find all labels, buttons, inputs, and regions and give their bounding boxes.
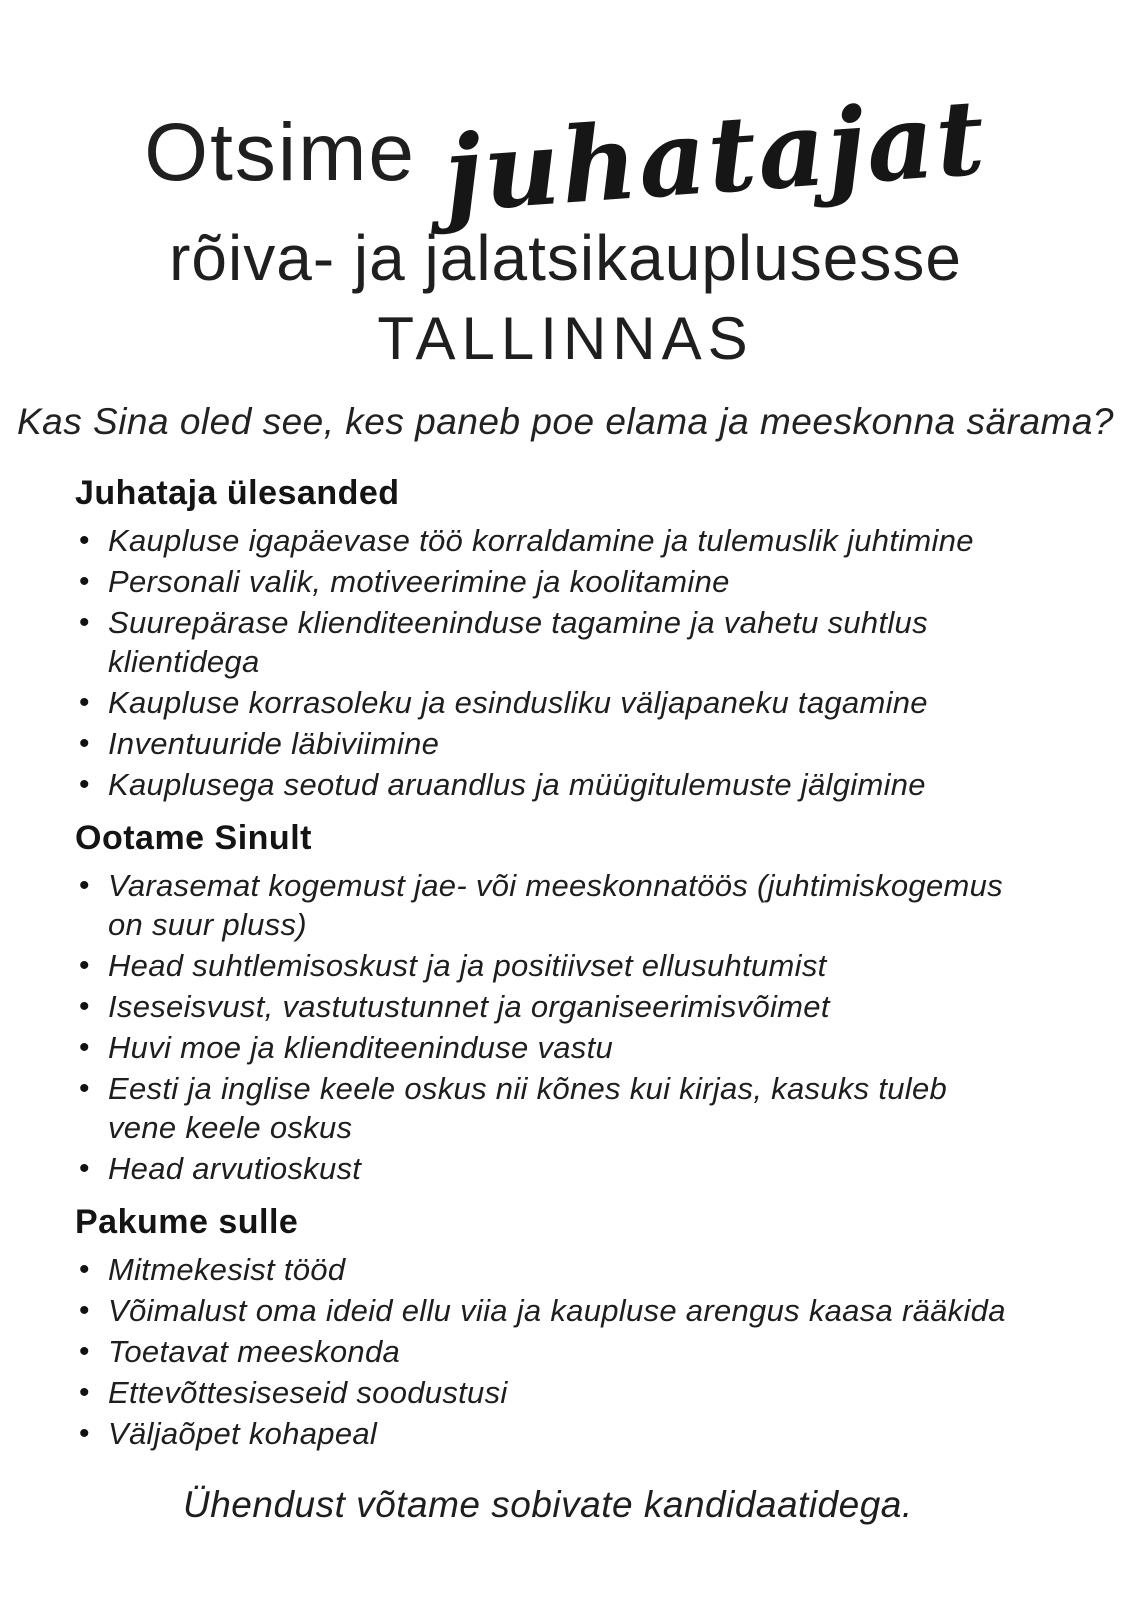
bullet-icon: • (79, 1334, 90, 1368)
content (0, 473, 1131, 1527)
list-item (75, 521, 1015, 560)
section-heading: Juhataja ülesanded (75, 473, 400, 512)
list-item-text: Head arvutioskust (108, 1150, 362, 1186)
list-item (75, 562, 1015, 601)
list-item-text: Inventuuride läbiviimine (108, 725, 440, 761)
list-item-text: Suurepärase klienditeeninduse tagamine ja vahetu suhtlus klientidega (108, 604, 928, 679)
list-item (75, 987, 1015, 1026)
bullet-icon: • (79, 726, 90, 760)
bullet-icon: • (79, 605, 90, 639)
list-item-text: Ettevõttesiseseid soodustusi (108, 1374, 508, 1410)
bullet-list (75, 866, 1015, 1188)
list-item-text: Mitmekesist tööd (108, 1251, 346, 1287)
list-item-text: Toetavat meeskonda (108, 1333, 401, 1369)
bullet-icon: • (79, 1252, 90, 1286)
title-line-2: rõiva- ja jalatsikauplusesse (169, 222, 962, 294)
tagline: Kas Sina oled see, kes paneb poe elama ja meeskonna särama? (16, 400, 1114, 442)
title-word-otsime: Otsime (144, 107, 416, 198)
section-ootame-sinult (75, 818, 1056, 1188)
list-item-text: Eesti ja inglise keele oskus nii kõnes kui kirjas, kasuks tuleb vene keele oskus (108, 1070, 948, 1145)
section-pakume-sulle (75, 1202, 1056, 1453)
bullet-icon: • (79, 1293, 90, 1327)
title-line-1 (0, 44, 1131, 236)
footer-note: Ühendust võtame sobivate kandidaatidega. (183, 1483, 913, 1525)
bullet-icon: • (79, 989, 90, 1023)
bullet-icon: • (79, 1071, 90, 1105)
bullet-icon: • (79, 685, 90, 719)
list-item (75, 1028, 1015, 1067)
list-item-text: Huvi moe ja klienditeeninduse vastu (108, 1029, 614, 1065)
bullet-list (75, 521, 1015, 804)
list-item (75, 1250, 1015, 1289)
bullet-icon: • (79, 523, 90, 557)
title-word-script-juhatajat: juhatajat (440, 75, 991, 236)
list-item (75, 1332, 1015, 1371)
section-juhataja-ulesanded (75, 473, 1056, 804)
list-item (75, 1414, 1015, 1453)
bullet-list (75, 1250, 1015, 1453)
list-item-text: Head suhtlemisoskust ja ja positiivset ellusuhtumist (108, 947, 827, 983)
bullet-icon: • (79, 948, 90, 982)
list-item (75, 1149, 1015, 1188)
bullet-icon: • (79, 564, 90, 598)
list-item (75, 1373, 1015, 1412)
list-item-text: Kaupluse korrasoleku ja esindusliku väljapaneku tagamine (108, 684, 928, 720)
list-item-text: Personali valik, motiveerimine ja koolitamine (108, 563, 730, 599)
section-heading: Pakume sulle (75, 1202, 299, 1241)
list-item-text: Iseseisvust, vastutustunnet ja organiseerimisvõimet (108, 988, 830, 1024)
title-block (0, 44, 1131, 373)
list-item-text: Varasemat kogemust jae- või meeskonnatöös (juhtimiskogemus on suur pluss) (108, 867, 1003, 942)
bullet-icon: • (79, 1151, 90, 1185)
list-item (75, 866, 1015, 944)
list-item-text: Kauplusega seotud aruandlus ja müügitulemuste jälgimine (108, 766, 926, 802)
section-heading: Ootame Sinult (75, 818, 312, 857)
bullet-icon: • (79, 1416, 90, 1450)
bullet-icon: • (79, 1030, 90, 1064)
title-line-3-city: TALLINNAS (377, 304, 754, 372)
list-item (75, 1069, 1015, 1147)
list-item-text: Võimalust oma ideid ellu viia ja kaupluse arengus kaasa rääkida (108, 1292, 1006, 1328)
list-item (75, 1291, 1015, 1330)
list-item (75, 724, 1015, 763)
list-item-text: Väljaõpet kohapeal (108, 1415, 378, 1451)
list-item (75, 765, 1015, 804)
list-item (75, 683, 1015, 722)
list-item (75, 603, 1015, 681)
bullet-icon: • (79, 868, 90, 902)
bullet-icon: • (79, 767, 90, 801)
bullet-icon: • (79, 1375, 90, 1409)
list-item-text: Kaupluse igapäevase töö korraldamine ja tulemuslik juhtimine (108, 522, 974, 558)
list-item (75, 946, 1015, 985)
